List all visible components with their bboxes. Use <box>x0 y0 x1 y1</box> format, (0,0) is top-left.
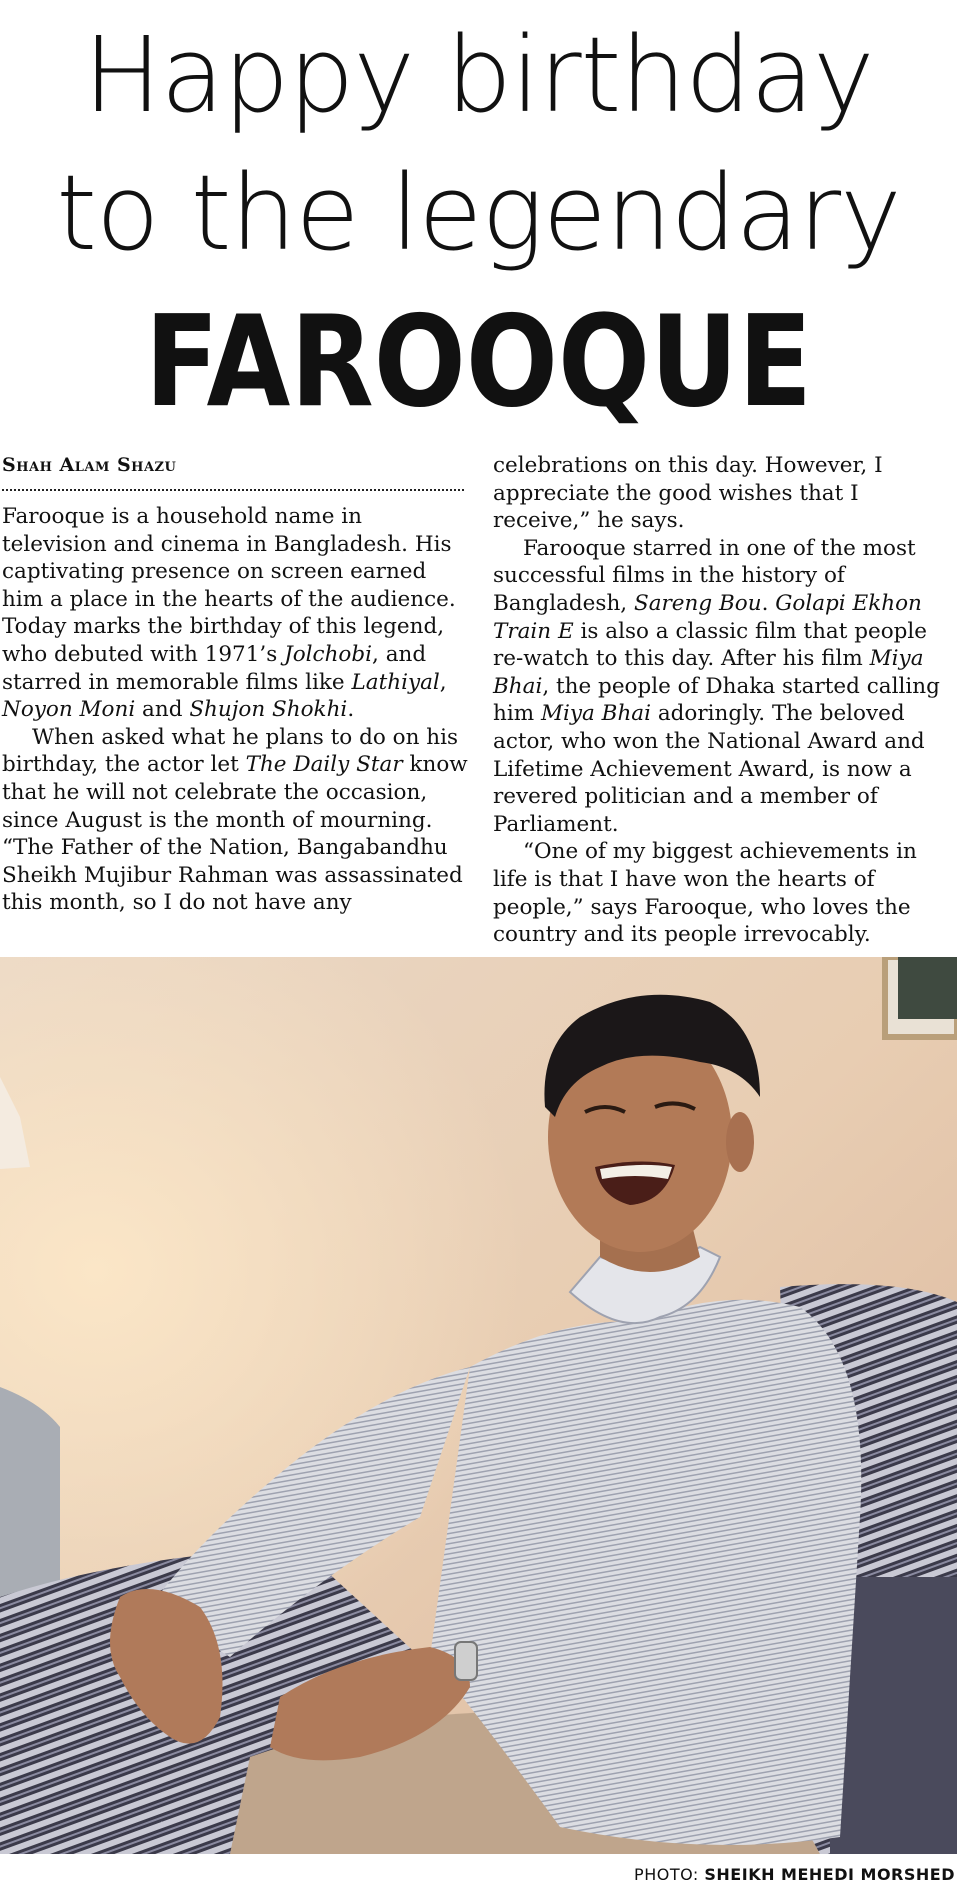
article-column-left <box>2 503 470 917</box>
paragraph-quote: “One of my biggest achievements in life is that I have won the hearts of people,” says Farooque, who loves the country and its people irrevocably. <box>493 839 917 948</box>
paragraph-birthday-plans: When asked what he plans to do on his birthday, the actor let The Daily Star know that he will not celebrate the occasion, since August is the month of mourning. “The Father of the Nation, Bangabandhu Sheikh Mujibur Rahman was assassinated this month, so I do not have any <box>2 724 468 916</box>
headline-line-2: to the legendary <box>56 152 901 274</box>
paragraph-films: Farooque starred in one of the most successful films in the history of Bangladesh, Sareng Bou. Golapi Ekhon Train E is also a classic film that people re-watch to this day. After his film Miya Bhai, the people of Dhaka started calling him Miya Bhai adoringly. The beloved actor, who won the National Award and Lifetime Achievement Award, is now a revered politician and a member of Parliament. <box>493 535 940 837</box>
byline-divider <box>2 489 464 491</box>
portrait-photo-illustration <box>0 957 957 1854</box>
photo-credit: PHOTO: SHEIKH MEHEDI MORSHED <box>634 1865 955 1884</box>
byline: Shah Alam Shazu <box>2 454 177 476</box>
paragraph-continuation: celebrations on this day. However, I appreciate the good wishes that I receive,” he says. <box>493 453 883 534</box>
paragraph-intro: Farooque is a household name in television and cinema in Bangladesh. His captivating presence on screen earned him a place in the hearts of the audience. Today marks the birthday of this legend, who debuted with 1971’s Jolchobi, and starred in memorable films like Lathiyal, Noyon Moni and Shujon Shokhi. <box>2 504 456 723</box>
article-column-right <box>493 452 955 949</box>
portrait-photo <box>0 957 957 1854</box>
headline-line-1: Happy birthday <box>83 14 874 136</box>
headline-name: FAROOQUE <box>144 288 813 435</box>
